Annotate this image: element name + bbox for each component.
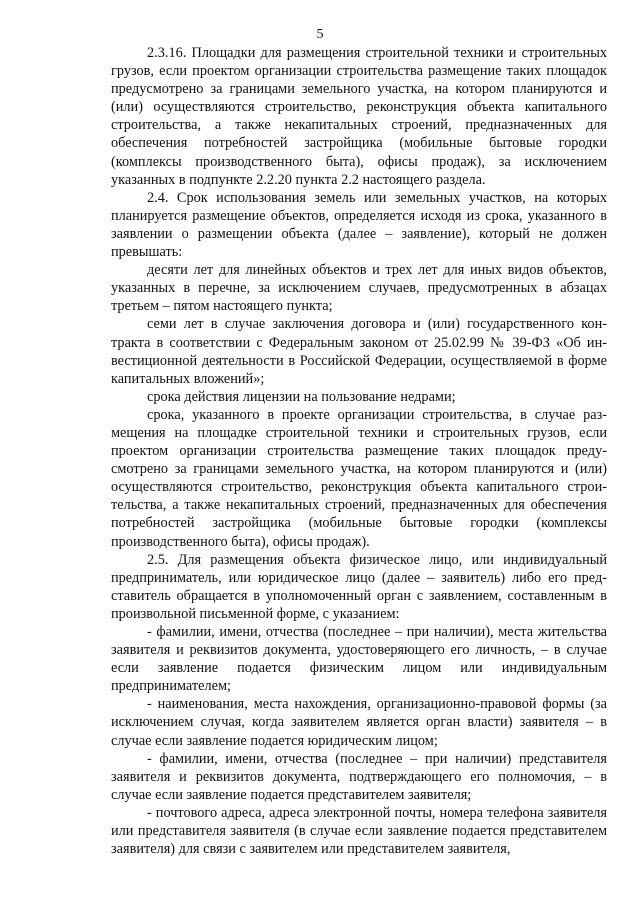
paragraph-2-3-16: 2.3.16. Площадки для размещения строительной техники и строительных грузов, если проектом организации строительства размещение таких площадок предусмотрено за границами земельного участка, на котором планируются и (или) осуществляются строительство, реконструкция объекта капитального строительства, а также некапитальных строений, предназначенных для обеспечения потребностей застройщика (мобильные бытовые городки (комплексы производственного быта), офисы продаж), за исключением указанных в подпункте 2.2.20 пункта 2.2 настоящего раздела. — [111, 45, 607, 188]
paragraph-ten-years: десяти лет для линейных объектов и трех лет для иных видов объектов, указанных в перечне, за исключением случаев, предусмотренных в абзацах третьем – пятом настоящего пункта; — [111, 262, 607, 315]
paragraph-2-5: 2.5. Для размещения объекта физическое лицо, или индивидуальный предприниматель, или юридическое лицо (далее – заявитель) либо его представитель обращается в уполномоченный орган с заявлением, составленным в произвольной письменной форме, с указанием: — [111, 551, 607, 622]
paragraph-project-term: срока, указанного в проекте организации строительства, в случае размещения на площадке строительной техники и строительных грузов, если проектом организации строительства размещение таких площадок предусмотрено за границами земельного участка, на котором планируются и (или) осуществляются строительство, реконструкция объекта капитального строительства, а также некапитальных строений, предназначенных для обеспечения потребностей застройщика (мобильные бытовые городки (комплексы производственного быта), офисы продаж). — [111, 406, 607, 550]
list-item-representative: - фамилии, имени, отчества (последнее – при наличии) представителя заявителя и реквизитов документа, подтверждающего его полномочия, – в случае если заявление подается представителем заявителя; — [111, 750, 607, 803]
paragraph-seven-years: семи лет в случае заключения договора и (или) государственного контракта в соответствии с Федеральным законом от 25.02.99 № 39-ФЗ «Об инвестиционной деятельности в Российской Федерации, осуществляемой в форме капитальных вложений»; — [111, 316, 607, 387]
list-item-legal-entity: - наименования, места нахождения, организационно-правовой формы (за исключением случая, когда заявителем является орган власти) заявителя – в случае если заявление подается юридическим лицом; — [111, 696, 607, 749]
paragraph-2-4: 2.4. Срок использования земель или земельных участков, на которых планируется размещение объектов, определяется исходя из срока, указанного в заявлении о размещении объекта (далее – заявление), который не должен превышать: — [111, 189, 607, 261]
page-number: 5 — [316, 27, 324, 42]
list-item-contacts: - почтового адреса, адреса электронной почты, номера телефона заявителя или представителя заявителя (в случае если заявление подается представителем заявителя) для связи с заявителем или представителем заявителя, — [111, 804, 607, 858]
list-item-individual: - фамилии, имени, отчества (последнее – при наличии), места жительства заявителя и реквизитов документа, удостоверяющего его личность, – в случае если заявление подается физическим лицом или индивидуальным предпринимателем; — [111, 624, 607, 695]
body-text — [111, 44, 607, 858]
paragraph-license-term: срока действия лицензии на пользование недрами; — [147, 388, 456, 405]
